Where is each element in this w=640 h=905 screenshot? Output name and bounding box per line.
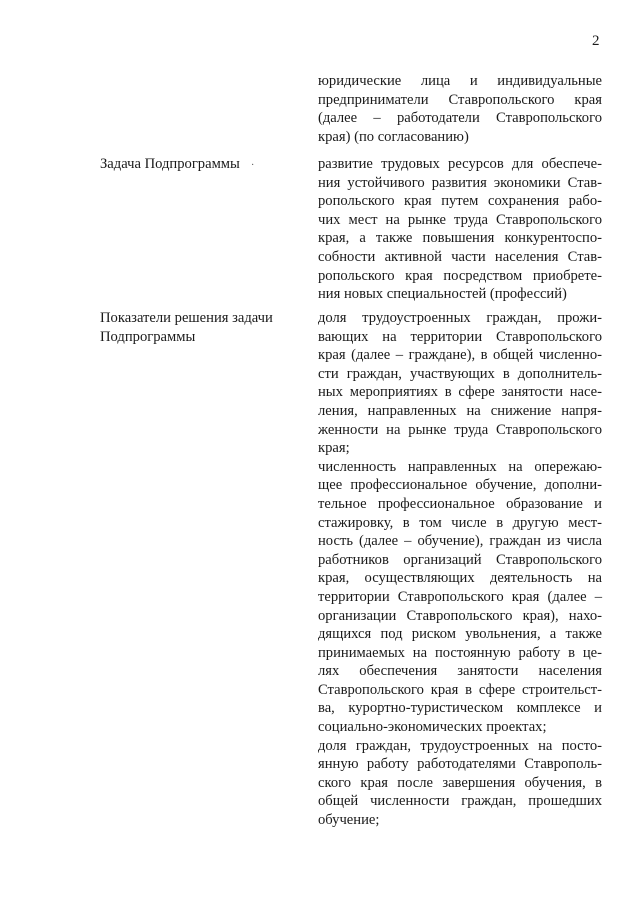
text-line: дящихся под риском увольнения, а также bbox=[318, 626, 602, 643]
text-line: лях обеспечения занятости населения bbox=[318, 663, 602, 680]
text-line: предприниматели Ставропольского края bbox=[318, 91, 602, 108]
stray-mark: · bbox=[251, 160, 255, 171]
text-line: доля трудоустроенных граждан, прожи- bbox=[318, 310, 602, 326]
text-line: работников организаций Ставропольского bbox=[318, 551, 602, 568]
text-line: края; bbox=[318, 440, 350, 457]
text-line: собности активной части населения Став- bbox=[318, 248, 602, 265]
text-line: ского края после завершения обучения, в bbox=[318, 774, 602, 791]
label-line: Подпрограммы bbox=[100, 328, 196, 345]
indicators-label bbox=[100, 309, 300, 346]
text-line: края, осуществляющих деятельность на bbox=[318, 570, 602, 587]
text-line: развитие трудовых ресурсов для обеспече- bbox=[318, 156, 602, 172]
text-line: края) (по согласованию) bbox=[318, 128, 469, 145]
page-number: 2 bbox=[592, 33, 600, 49]
text-line: социально-экономических проектах; bbox=[318, 719, 547, 736]
text-line: края, а также повышения конкурентоспо- bbox=[318, 230, 602, 247]
text-line: вающих на территории Ставропольского bbox=[318, 328, 602, 345]
text-line: тельное профессиональное образование и bbox=[318, 495, 602, 512]
label-line: Показатели решения задачи bbox=[100, 310, 273, 326]
text-line: чих мест на рынке труда Ставропольского bbox=[318, 211, 602, 228]
indicators-text bbox=[318, 309, 602, 830]
label-line: Задача Подпрограммы bbox=[100, 156, 240, 172]
text-line: щее профессиональное обучение, дополни- bbox=[318, 477, 602, 494]
text-line: общей численности граждан, прошедших bbox=[318, 793, 602, 810]
text-line: ных мероприятиях в сфере занятости насе- bbox=[318, 384, 602, 401]
text-line: янную работу работодателями Ставрополь- bbox=[318, 756, 602, 773]
text-line: ропольского края посредством приобрете- bbox=[318, 267, 602, 284]
text-line: Ставропольского края в сфере строительст- bbox=[318, 681, 602, 698]
text-line: организации Ставропольского края), нахо- bbox=[318, 607, 602, 624]
text-line: края (далее – граждане), в общей численно- bbox=[318, 347, 602, 364]
text-line: женности на рынке труда Ставропольского bbox=[318, 421, 602, 438]
text-line: стажировку, в том числе в другую мест- bbox=[318, 514, 602, 531]
text-line: численность направленных на опережаю- bbox=[318, 458, 602, 475]
text-line: (далее – работодатели Ставропольского bbox=[318, 110, 602, 127]
text-line: территории Ставропольского края (далее – bbox=[318, 588, 602, 605]
task-label bbox=[100, 155, 300, 174]
text-line: ропольского края путем сохранения рабо- bbox=[318, 193, 602, 210]
text-line: ния новых специальностей (профессий) bbox=[318, 286, 567, 303]
text-line: ления, направленных на снижение напря- bbox=[318, 402, 602, 419]
text-line: доля граждан, трудоустроенных на посто- bbox=[318, 737, 602, 754]
task-text bbox=[318, 155, 602, 304]
text-line: юридические лица и индивидуальные bbox=[318, 73, 602, 89]
text-line: обучение; bbox=[318, 812, 380, 829]
text-line: ность (далее – обучение), граждан из числа bbox=[318, 533, 602, 550]
text-line: ва, курортно-туристическом комплексе и bbox=[318, 700, 602, 717]
executors-text bbox=[318, 72, 602, 146]
text-line: принимаемых на постоянную работу в це- bbox=[318, 644, 602, 661]
text-line: ния устойчивого развития экономики Став- bbox=[318, 174, 602, 191]
text-line: сти граждан, участвующих в дополнитель- bbox=[318, 365, 602, 382]
